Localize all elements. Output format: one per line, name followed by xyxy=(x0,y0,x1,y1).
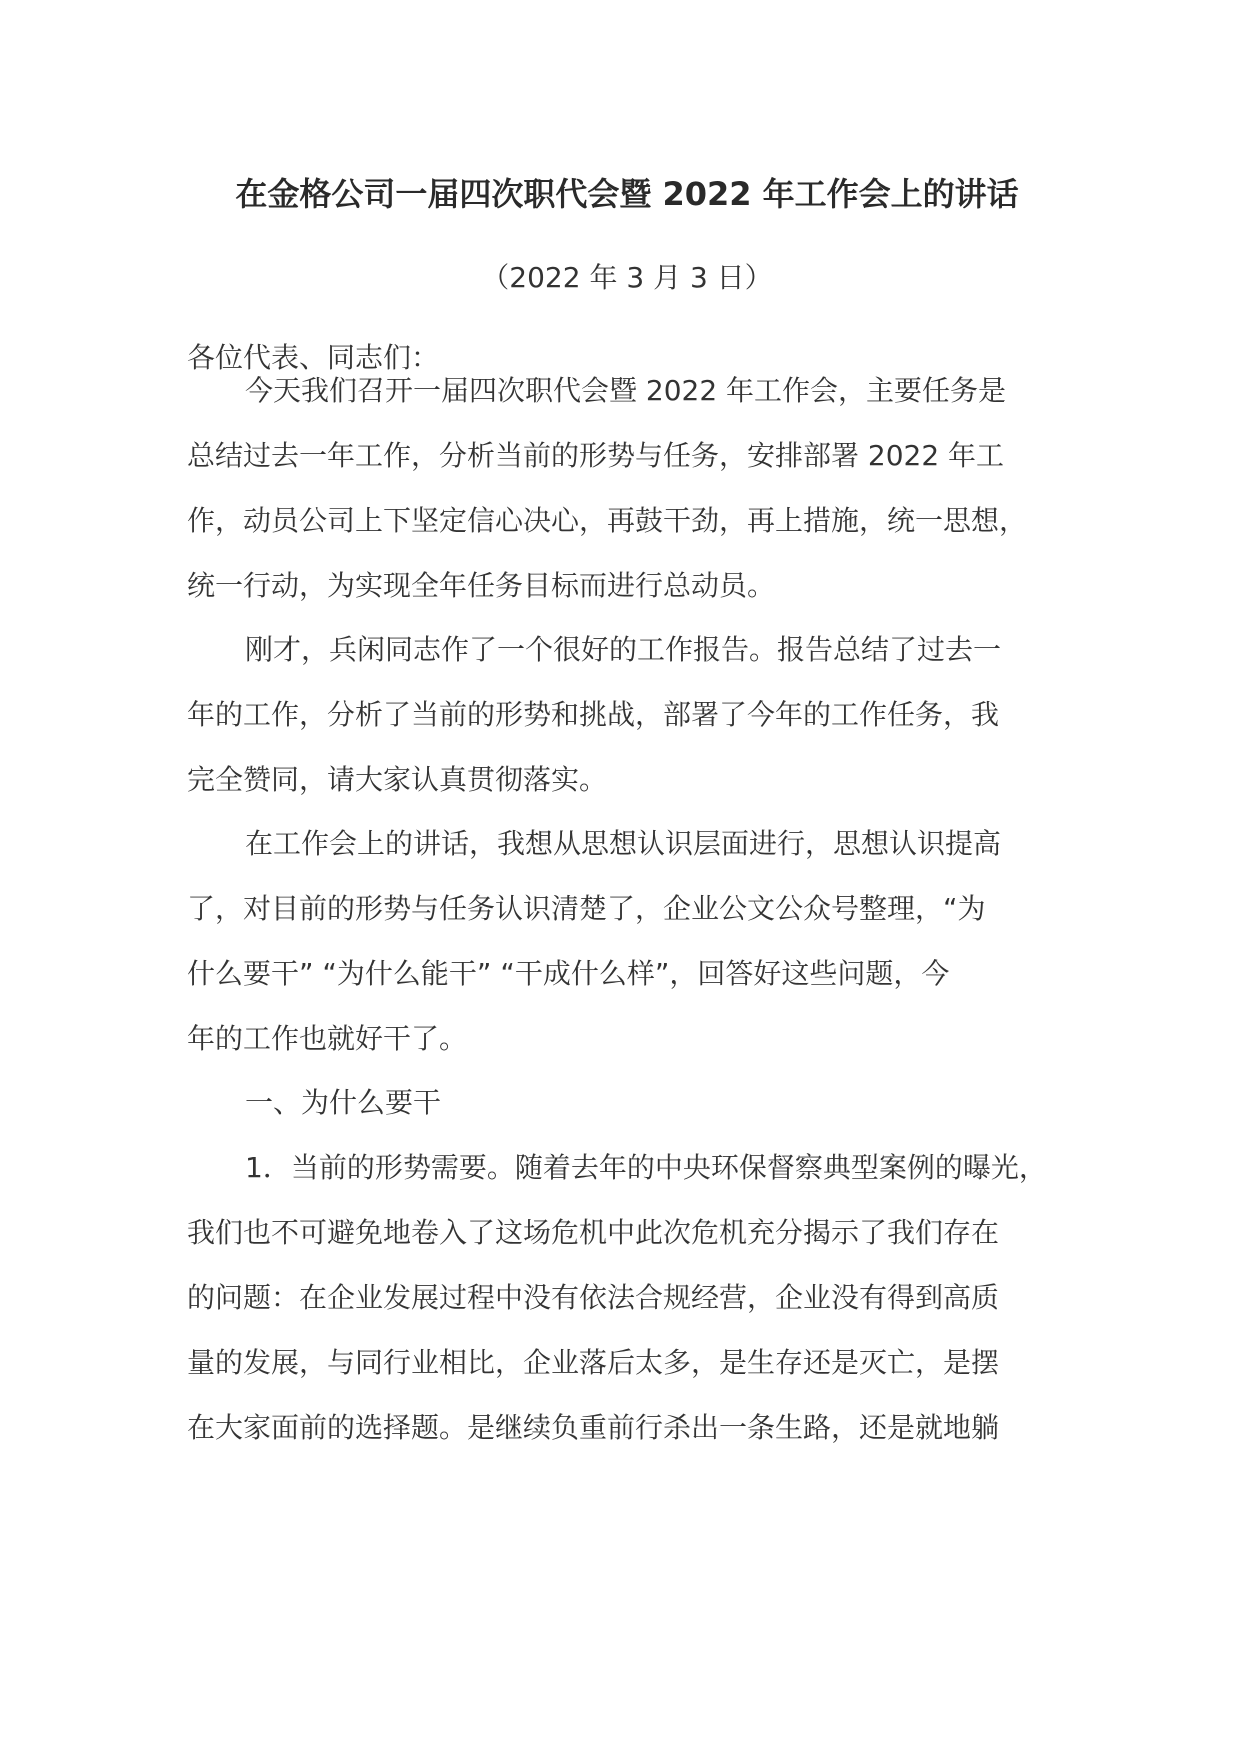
section-heading-text: 一、为什么要干 xyxy=(245,1086,442,1119)
paragraph-situation xyxy=(187,1135,1067,1460)
paragraph-line: 统一行动，为实现全年任务目标而进行总动员。 xyxy=(187,569,776,602)
paragraph-line: 量的发展，与同行业相比，企业落后太多，是生存还是灭亡，是摆 xyxy=(187,1346,1000,1379)
paragraph-line: 的问题：在企业发展过程中没有依法合规经营，企业没有得到高质 xyxy=(187,1281,1000,1314)
document-date: （2022 年 3 月 3 日） xyxy=(481,261,773,294)
paragraph-line: 在大家面前的选择题。是继续负重前行杀出一条生路，还是就地躺 xyxy=(187,1411,1000,1444)
paragraph-line: 今天我们召开一届四次职代会暨 2022 年工作会，主要任务是 xyxy=(245,374,1007,407)
section-heading xyxy=(187,1070,1067,1135)
document-title: 在金格公司一届四次职代会暨 2022 年工作会上的讲话 xyxy=(235,175,1019,213)
paragraph-line: 总结过去一年工作，分析当前的形势与任务，安排部署 2022 年工 xyxy=(187,439,1005,472)
salutation: 各位代表、同志们： xyxy=(187,341,440,374)
paragraph-line: 在工作会上的讲话，我想从思想认识层面进行，思想认识提高 xyxy=(245,827,1002,860)
paragraph-line: 什么要干” “为什么能干” “干成什么样”，回答好这些问题，今 xyxy=(187,957,950,990)
paragraph-line: 完全赞同，请大家认真贯彻落实。 xyxy=(187,763,608,796)
paragraph-line: 年的工作，分析了当前的形势和挑战，部署了今年的工作任务，我 xyxy=(187,698,1000,731)
paragraph-opening xyxy=(187,358,1067,618)
paragraph-line: 1．当前的形势需要。随着去年的中央环保督察典型案例的曝光， xyxy=(245,1151,1047,1184)
paragraph-report xyxy=(187,617,1067,812)
paragraph-line: 作，动员公司上下坚定信心决心，再鼓干劲，再上措施，统一思想， xyxy=(187,504,1028,537)
paragraph-line: 了，对目前的形势与任务认识清楚了，企业公文公众号整理，“为 xyxy=(187,892,986,925)
paragraph-line: 我们也不可避免地卷入了这场危机中此次危机充分揭示了我们存在 xyxy=(187,1216,1000,1249)
paragraph-approach xyxy=(187,811,1067,1071)
paragraph-line: 刚才，兵闲同志作了一个很好的工作报告。报告总结了过去一 xyxy=(245,633,1002,666)
paragraph-line: 年的工作也就好干了。 xyxy=(187,1022,468,1055)
